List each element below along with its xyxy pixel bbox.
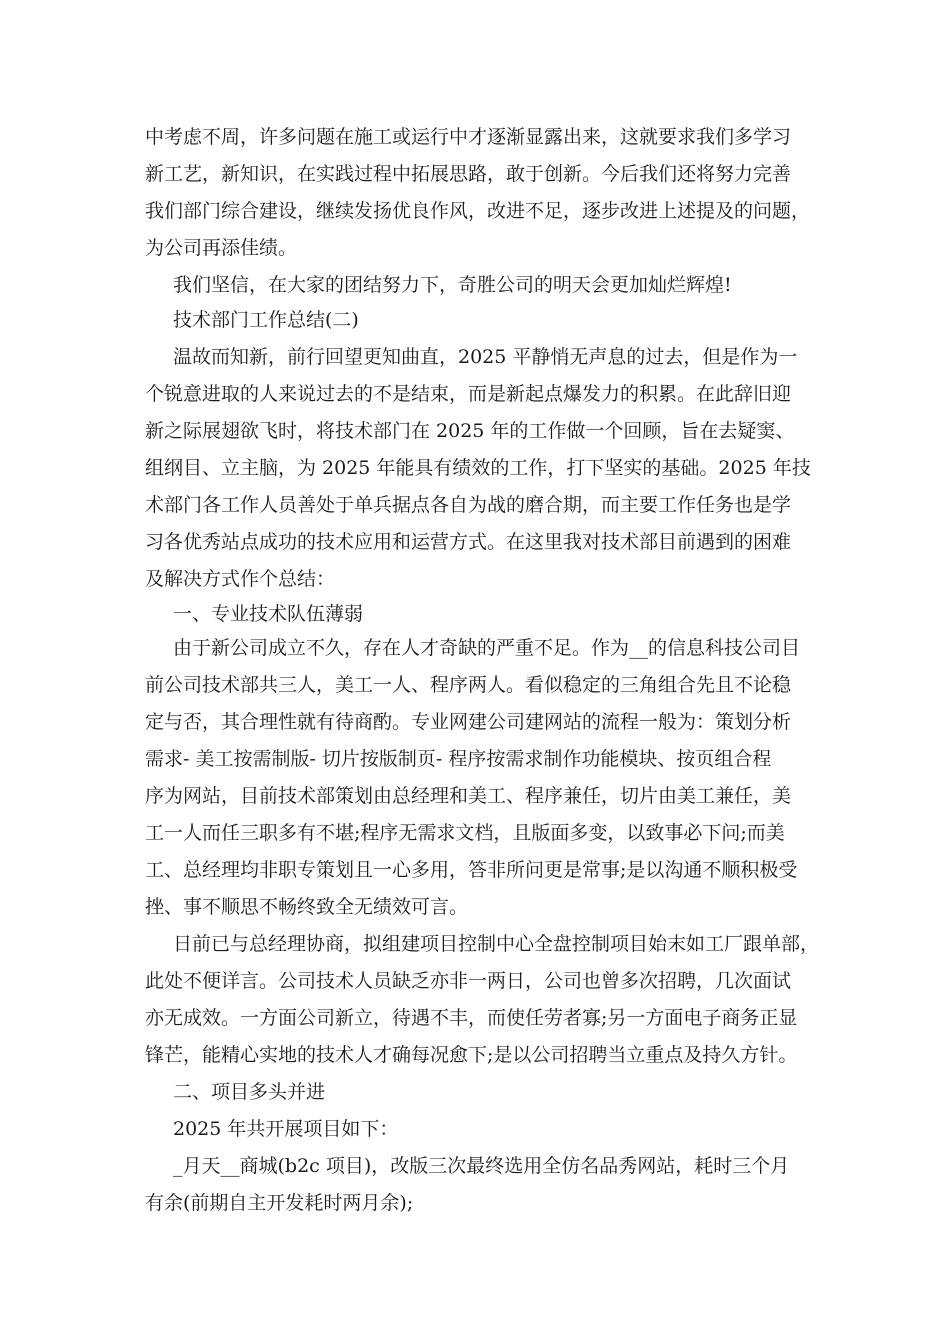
body-line: 定与否，其合理性就有待商酌。专业网建公司建网站的流程一般为：策划分析 bbox=[145, 711, 792, 733]
body-line: 工一人而任三职多有不堪;程序无需求文档，且版面多变，以致事必下问;而美 bbox=[145, 822, 785, 844]
body-line: 此处不便详言。公司技术人员缺乏亦非一两日，公司也曾多次招聘，几次面试 bbox=[145, 970, 792, 992]
body-line: 由于新公司成立不久，存在人才奇缺的严重不足。作为__的信息科技公司目 bbox=[173, 637, 801, 659]
body-line: 个锐意进取的人来说过去的不是结束，而是新起点爆发力的积累。在此辞旧迎 bbox=[145, 383, 792, 405]
body-line: 术部门各工作人员善处于单兵据点各自为战的磨合期，而主要工作任务也是学 bbox=[145, 494, 792, 516]
body-line: 2025 年共开展项目如下： bbox=[173, 1118, 399, 1140]
body-line: 组纲目、立主脑，为 2025 年能具有绩效的工作，打下坚实的基础。2025 年技 bbox=[145, 457, 811, 479]
body-line: 温故而知新，前行回望更知曲直，2025 平静悄无声息的过去，但是作为一 bbox=[173, 346, 798, 368]
body-line: 为公司再添佳绩。 bbox=[145, 237, 298, 259]
section-heading: 二、项目多头并进 bbox=[173, 1081, 326, 1103]
body-line: 亦无成效。一方面公司新立，待遇不丰，而使任劳者寡;另一方面电子商务正显 bbox=[145, 1007, 798, 1029]
section-heading: 一、专业技术队伍薄弱 bbox=[173, 603, 364, 625]
body-line: 工、总经理均非职专策划且一心多用，答非所问更是常事;是以沟通不顺积极受 bbox=[145, 859, 798, 881]
section-title: 技术部门工作总结(二) bbox=[173, 309, 359, 331]
body-line: _月天__商城(b2c 项目)，改版三次最终选用全仿名品秀网站，耗时三个月 bbox=[173, 1155, 790, 1177]
body-line: 日前已与总经理协商，拟组建项目控制中心全盘控制项目始末如工厂跟单部， bbox=[173, 933, 820, 955]
body-line: 及解决方式作个总结： bbox=[145, 568, 336, 590]
body-line: 需求- 美工按需制版- 切片按版制页- 程序按需求制作功能模块、按页组合程 bbox=[145, 748, 772, 770]
body-line: 中考虑不周，许多问题在施工或运行中才逐渐显露出来，这就要求我们多学习 bbox=[145, 126, 792, 148]
body-line: 我们坚信，在大家的团结努力下，奇胜公司的明天会更加灿烂辉煌! bbox=[173, 274, 732, 296]
body-line: 挫、事不顺思不畅终致全无绩效可言。 bbox=[145, 896, 469, 918]
body-line: 新工艺，新知识，在实践过程中拓展思路，敢于创新。今后我们还将努力完善 bbox=[145, 163, 792, 185]
body-line: 新之际展翅欲飞时，将技术部门在 2025 年的工作做一个回顾，旨在去疑窦、 bbox=[145, 420, 795, 442]
body-line: 我们部门综合建设，继续发扬优良作风，改进不足，逐步改进上述提及的问题， bbox=[145, 200, 811, 222]
body-line: 习各优秀站点成功的技术应用和运营方式。在这里我对技术部目前遇到的困难 bbox=[145, 531, 792, 553]
body-line: 锋芒，能精心实地的技术人才确每况愈下;是以公司招聘当立重点及持久方针。 bbox=[145, 1044, 798, 1066]
body-line: 有余(前期自主开发耗时两月余); bbox=[145, 1192, 414, 1214]
body-line: 序为网站，目前技术部策划由总经理和美工、程序兼任，切片由美工兼任，美 bbox=[145, 785, 792, 807]
body-line: 前公司技术部共三人，美工一人、程序两人。看似稳定的三角组合先且不论稳 bbox=[145, 674, 792, 696]
